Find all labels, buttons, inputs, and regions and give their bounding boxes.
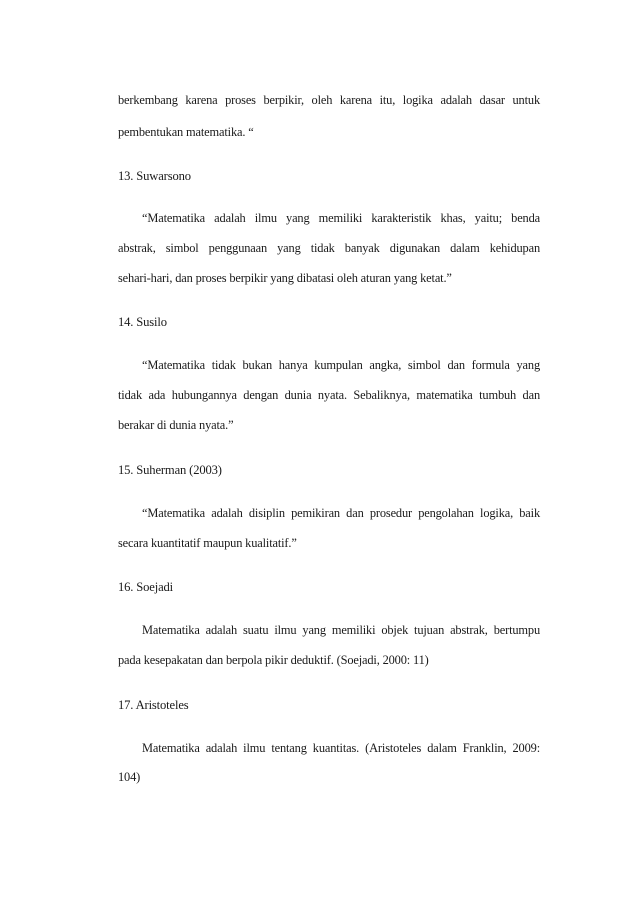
quote-line: berakar di dunia nyata.”	[118, 418, 234, 432]
body-line: pada kesepakatan dan berpola pikir deduktif. (Soejadi, 2000: 11)	[118, 653, 429, 667]
section-heading: 16. Soejadi	[118, 580, 174, 594]
section-heading: 14. Susilo	[118, 315, 167, 329]
section-heading: 13. Suwarsono	[118, 169, 191, 183]
quote-line: “Matematika adalah ilmu yang memiliki karakteristik khas, yaitu; benda	[142, 211, 540, 225]
quote-line: “Matematika adalah disiplin pemikiran dan prosedur pengolahan logika, baik	[142, 506, 540, 520]
quote-line: “Matematika tidak bukan hanya kumpulan angka, simbol dan formula yang	[142, 358, 540, 372]
body-line: Matematika adalah suatu ilmu yang memiliki objek tujuan abstrak, bertumpu	[142, 623, 540, 637]
section-heading: 15. Suherman (2003)	[118, 463, 222, 477]
body-line: Matematika adalah ilmu tentang kuantitas. (Aristoteles dalam Franklin, 2009:	[142, 741, 540, 755]
text-line: pembentukan matematika. “	[118, 125, 254, 139]
section-heading: 17. Aristoteles	[118, 698, 189, 712]
quote-line: tidak ada hubungannya dengan dunia nyata. Sebaliknya, matematika tumbuh dan	[118, 388, 540, 402]
quote-line: secara kuantitatif maupun kualitatif.”	[118, 536, 297, 550]
text-line: berkembang karena proses berpikir, oleh karena itu, logika adalah dasar untuk	[118, 93, 540, 107]
quote-line: abstrak, simbol penggunaan yang tidak banyak digunakan dalam kehidupan	[118, 241, 540, 255]
body-line: 104)	[118, 770, 141, 784]
quote-line: sehari-hari, dan proses berpikir yang dibatasi oleh aturan yang ketat.”	[118, 271, 452, 285]
